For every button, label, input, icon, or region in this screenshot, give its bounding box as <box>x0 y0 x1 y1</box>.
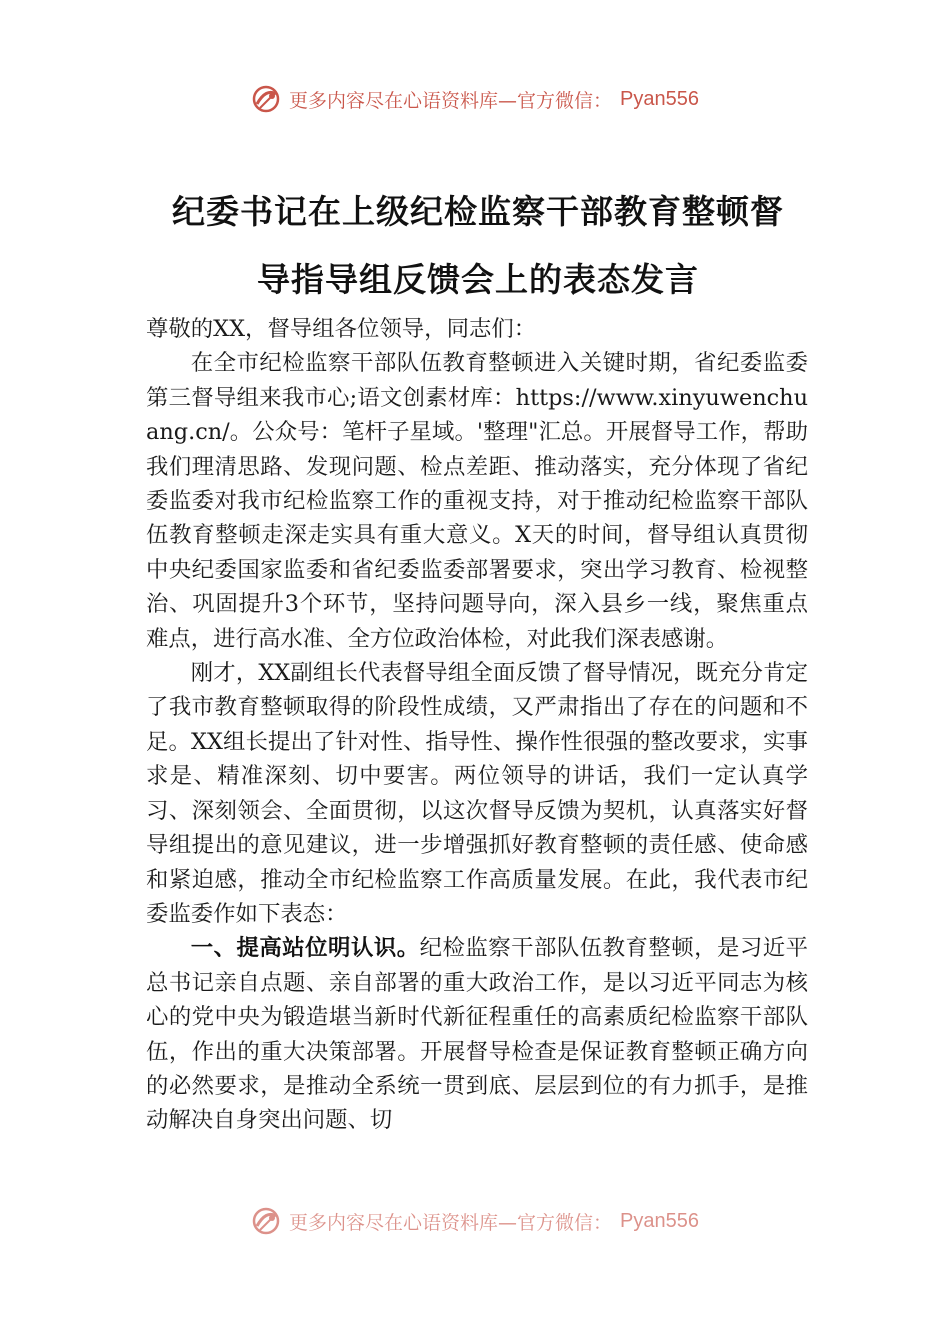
logo-icon <box>251 1206 281 1236</box>
watermark-wechat-id: Pyan556 <box>620 1209 699 1232</box>
logo-icon <box>251 84 281 114</box>
document-title-line2: 导指导组反馈会上的表态发言 <box>257 260 699 299</box>
document-body <box>146 312 808 1138</box>
watermark-text: 更多内容尽在心语资料库—官方微信： <box>289 1211 613 1234</box>
watermark-banner-bottom <box>0 1206 950 1236</box>
document-title-line1: 纪委书记在上级纪检监察干部教育整顿督 <box>172 192 784 231</box>
watermark-text: 更多内容尽在心语资料库—官方微信： <box>289 89 613 112</box>
paragraph-1: 在全市纪检监察干部队伍教育整顿进入关键时期，省纪委监委第三督导组来我市心;语文创素材库：https://www.xinyuwenchuang.cn/。公众号：笔杆子星域。'整理"汇总。开展督导工作，帮助我们理清思路、发现问题、检点差距、推动落实，充分体现了省纪委监委对我市纪检监察工作的重视支持，对于推动纪检监察干部队伍教育整顿走深走实具有重大意义。X天的时间，督导组认真贯彻中央纪委国家监委和省纪委监委部署要求，突出学习教育、检视整治、巩固提升3个环节，坚持问题导向，深入县乡一线，聚焦重点难点，进行高水准、全方位政治体检，对此我们深表感谢。 <box>146 350 808 652</box>
section-text: 纪检监察干部队伍教育整顿，是习近平总书记亲自点题、亲自部署的重大政治工作，是以习近平同志为核心的党中央为锻造堪当新时代新征程重任的高素质纪检监察干部队伍，作出的重大决策部署。开展督导检查是保证教育整顿正确方向的必然要求，是推动全系统一贯到底、层层到位的有力抓手，是推动解决自身突出问题、切 <box>146 935 809 1134</box>
watermark-banner-top <box>0 84 950 114</box>
watermark-wechat-id: Pyan556 <box>620 87 699 110</box>
salutation: 尊敬的XX，督导组各位领导，同志们： <box>146 316 537 342</box>
paragraph-2: 刚才，XX副组长代表督导组全面反馈了督导情况，既充分肯定了我市教育整顿取得的阶段性成绩，又严肃指出了存在的问题和不足。XX组长提出了针对性、指导性、操作性很强的整改要求，实事求是、精准深刻、切中要害。两位领导的讲话，我们一定认真学习、深刻领会、全面贯彻，以这次督导反馈为契机，认真落实好督导组提出的意见建议，进一步增强抓好教育整顿的责任感、使命感和紧迫感，推动全市纪检监察工作高质量发展。在此，我代表市纪委监委作如下表态： <box>146 660 808 927</box>
section-heading: 一、提高站位明认识。 <box>190 935 420 962</box>
paragraph-3 <box>146 931 808 1137</box>
